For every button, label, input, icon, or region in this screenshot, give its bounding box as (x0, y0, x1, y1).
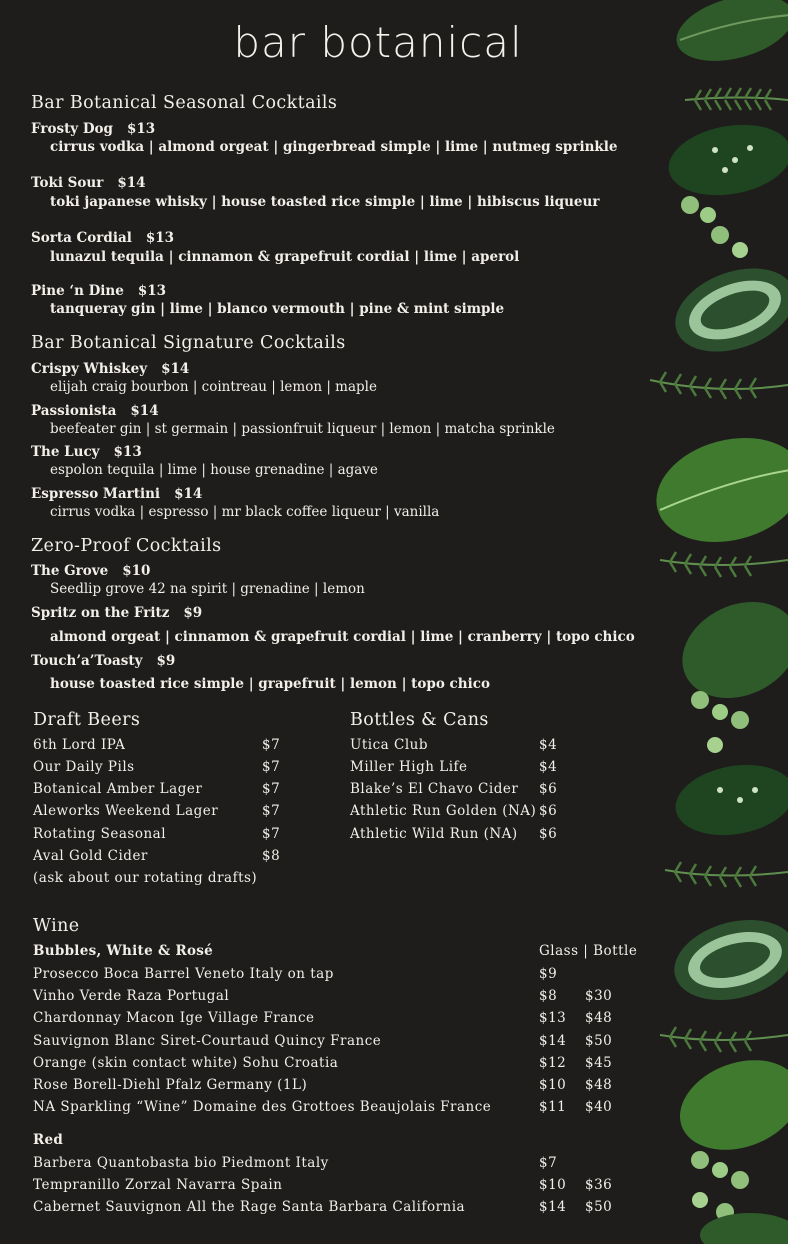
beer-name: 6th Lord IPA (33, 737, 126, 753)
wine-name: Rose Borell-Diehl Pfalz Germany (1L) (33, 1077, 308, 1093)
cocktail-desc: cirrus vodka | almond orgeat | gingerbread simple | lime | nutmeg sprinkle (50, 139, 618, 155)
red-heading: Red (33, 1132, 64, 1148)
monstera-leaf-icon (667, 1044, 788, 1165)
bottles-heading: Bottles & Cans (350, 710, 489, 730)
cocktail-desc: Seedlip grove 42 na spirit | grenadine | lemon (50, 581, 365, 597)
cocktail-desc: beefeater gin | st germain | passionfruit liqueur | lemon | matcha sprinkle (50, 421, 555, 437)
bottle-price: $4 (539, 737, 558, 753)
cocktail-desc: elijah craig bourbon | cointreau | lemon | maple (50, 379, 377, 395)
botanical-leaf-border (640, 0, 788, 1244)
fern-icon (650, 372, 788, 399)
eucalyptus-icon (691, 1151, 749, 1221)
bottle-price: $4 (539, 759, 558, 775)
cocktail-price: $14 (117, 175, 146, 191)
beer-name: Botanical Amber Lager (33, 781, 203, 797)
cocktail-price: $13 (137, 283, 167, 299)
beer-price: $7 (262, 803, 281, 819)
wine-glass-price: $8 (539, 988, 558, 1004)
bottle-price: $6 (539, 826, 558, 842)
leaf-icon (664, 253, 788, 367)
bottle-name: Blake’s El Chavo Cider (350, 781, 519, 797)
cocktail-name: Crispy Whiskey $14 (31, 361, 190, 377)
beer-name: Aleworks Weekend Lager (33, 803, 219, 819)
beer-price: $8 (262, 848, 281, 864)
cocktail-name: Passionista $14 (31, 403, 159, 419)
wine-bottle-price: $40 (585, 1099, 613, 1115)
wine-glass-price: $11 (539, 1099, 567, 1115)
cocktail-desc: cirrus vodka | espresso | mr black coffee liqueur | vanilla (50, 504, 440, 520)
leaf-icon (665, 907, 788, 1013)
wine-glass-price: $10 (539, 1077, 567, 1093)
wine-name: Chardonnay Macon Ige Village France (33, 1010, 315, 1026)
eucalyptus-icon (691, 691, 749, 753)
fern-icon (660, 1027, 788, 1052)
cocktail-desc: toki japanese whisky | house toasted rice simple | lime | hibiscus liqueur (50, 194, 600, 210)
wine-name: Tempranillo Zorzal Navarra Spain (33, 1177, 283, 1193)
wine-glass-price: $9 (539, 966, 558, 982)
wine-heading: Wine (33, 916, 80, 936)
leaf-icon (663, 116, 788, 204)
cocktail-price: $13 (113, 444, 142, 460)
signature-heading: Bar Botanical Signature Cocktails (31, 333, 346, 353)
cocktail-price: $13 (145, 230, 175, 246)
beer-name: Aval Gold Cider (33, 848, 148, 864)
cocktail-name: Sorta Cordial $13 (31, 230, 175, 246)
cocktail-price: $10 (122, 563, 151, 579)
bottle-name: Utica Club (350, 737, 429, 753)
bottle-price: $6 (539, 803, 558, 819)
wine-name: Orange (skin contact white) Sohu Croatia (33, 1055, 339, 1071)
glass-bottle-header: Glass | Bottle (539, 943, 638, 959)
cocktail-desc: lunazul tequila | cinnamon & grapefruit cordial | lime | aperol (50, 249, 520, 265)
wine-bottle-price: $50 (585, 1033, 613, 1049)
wine-name: NA Sparkling “Wine” Domaine des Grottoes Beaujolais France (33, 1099, 492, 1115)
beer-price: $7 (262, 781, 281, 797)
cocktail-name: Touch’a’Toasty $9 (31, 653, 176, 669)
cocktail-name: The Grove $10 (31, 563, 151, 579)
cocktail-price: $14 (130, 403, 159, 419)
leaf-icon (700, 1213, 788, 1244)
seasonal-heading: Bar Botanical Seasonal Cocktails (31, 93, 338, 113)
wine-name: Prosecco Boca Barrel Veneto Italy on tap (33, 966, 334, 982)
bottle-name: Athletic Run Golden (NA) (350, 803, 537, 819)
cocktail-desc: espolon tequila | lime | house grenadine | agave (50, 462, 378, 478)
wine-bottle-price: $36 (585, 1177, 613, 1193)
cocktail-desc: tanqueray gin | lime | blanco vermouth | pine & mint simple (50, 301, 505, 317)
cocktail-desc: almond orgeat | cinnamon & grapefruit cordial | lime | cranberry | topo chico (50, 629, 635, 645)
cocktail-price: $14 (161, 361, 190, 377)
wine-glass-price: $7 (539, 1155, 558, 1171)
cocktail-price: $9 (183, 605, 203, 621)
fern-icon (685, 88, 788, 110)
leaf-icon (670, 756, 788, 844)
beer-name: Our Daily Pils (33, 759, 135, 775)
eucalyptus-icon (681, 196, 748, 258)
brand-logo: bar botanical (233, 18, 523, 67)
monstera-leaf-icon (645, 422, 788, 557)
beer-price: $7 (262, 759, 281, 775)
beer-price: $7 (262, 737, 281, 753)
leaf-icon (669, 0, 788, 73)
wine-name: Sauvignon Blanc Siret-Courtaud Quincy France (33, 1033, 382, 1049)
wine-glass-price: $14 (539, 1199, 567, 1215)
draft-note: (ask about our rotating drafts) (33, 870, 258, 886)
cocktail-name: The Lucy $13 (31, 444, 142, 460)
monstera-leaf-icon (667, 584, 788, 716)
bottle-name: Athletic Wild Run (NA) (350, 826, 518, 842)
wine-bottle-price: $30 (585, 988, 613, 1004)
cocktail-name: Frosty Dog $13 (31, 121, 156, 137)
wine-glass-price: $10 (539, 1177, 567, 1193)
cocktail-name: Spritz on the Fritz $9 (31, 605, 203, 621)
fern-icon (660, 552, 788, 577)
wine-glass-price: $13 (539, 1010, 567, 1026)
zero-proof-heading: Zero-Proof Cocktails (31, 536, 222, 556)
wine-bottle-price: $50 (585, 1199, 613, 1215)
wine-glass-price: $14 (539, 1033, 567, 1049)
draft-heading: Draft Beers (33, 710, 141, 730)
wine-name: Vinho Verde Raza Portugal (33, 988, 230, 1004)
beer-name: Rotating Seasonal (33, 826, 167, 842)
cocktail-price: $14 (174, 486, 203, 502)
cocktail-name: Toki Sour $14 (31, 175, 146, 191)
bottle-name: Miller High Life (350, 759, 468, 775)
bottle-price: $6 (539, 781, 558, 797)
wine-bottle-price: $48 (585, 1010, 613, 1026)
cocktail-price: $13 (127, 121, 156, 137)
wine-bottle-price: $48 (585, 1077, 613, 1093)
fern-icon (665, 862, 788, 887)
white-heading: Bubbles, White & Rosé (33, 943, 214, 959)
wine-bottle-price: $45 (585, 1055, 613, 1071)
cocktail-name: Espresso Martini $14 (31, 486, 203, 502)
cocktail-price: $9 (156, 653, 176, 669)
wine-name: Barbera Quantobasta bio Piedmont Italy (33, 1155, 329, 1171)
cocktail-name: Pine ‘n Dine $13 (31, 283, 167, 299)
cocktail-desc: house toasted rice simple | grapefruit | lemon | topo chico (50, 676, 490, 692)
wine-glass-price: $12 (539, 1055, 567, 1071)
wine-name: Cabernet Sauvignon All the Rage Santa Barbara California (33, 1199, 466, 1215)
beer-price: $7 (262, 826, 281, 842)
